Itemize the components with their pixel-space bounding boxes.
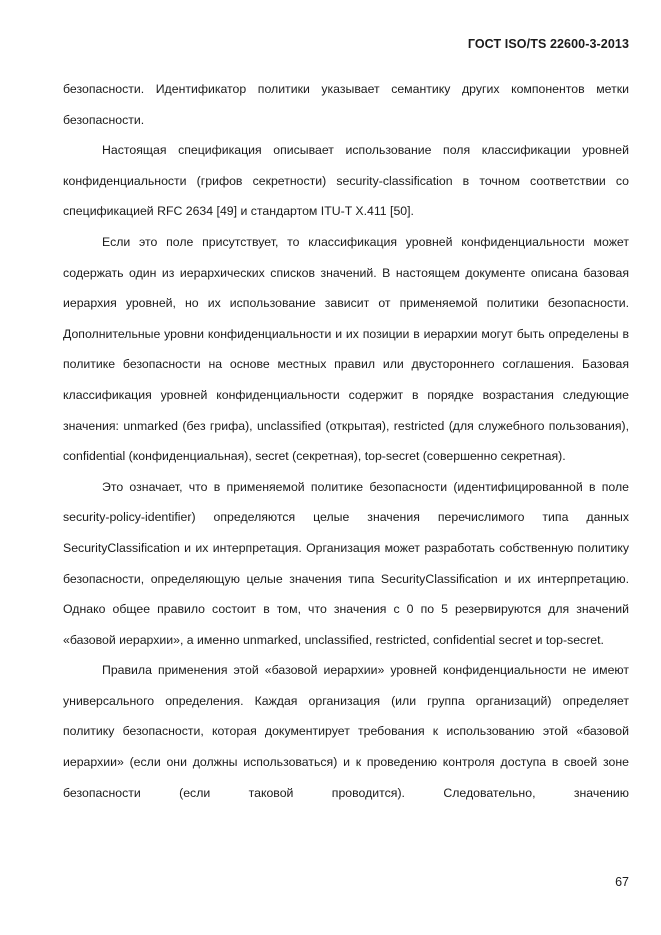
- paragraph-3: Если это поле присутствует, то классификация уровней конфиденциальности может содержать один из иерархических списков значений. В настоящем документе описана базовая иерархия уровней, но их использование зависит от применяемой политики безопасности. Дополнительные уровни конфиденциальности и их позиции в иерархии могут быть определены в политике безопасности на основе местных правил или двустороннего соглашения. Базовая классификация уровней конфиденциальности содержит в порядке возрастания следующие значения: unmarked (без грифа), unclassified (открытая), restricted (для служебного пользования), confidential (конфиденциальная), secret (секретная), top-secret (совершенно секретная).: [63, 234, 629, 464]
- paragraph-1: безопасности. Идентификатор политики указывает семантику других компонентов метки безопасности.: [63, 82, 629, 127]
- paragraph-4: Это означает, что в применяемой политике безопасности (идентифицированной в поле security-policy-identifier) определяются целые значения перечислимого типа данных SecurityClassification и их интерпретация. Организация может разработать собственную политику безопасности, определяющую целые значения типа SecurityClassification и их интерпретацию. Однако общее правило состоит в том, что значения с 0 по 5 резервируются для значений «базовой иерархии», а именно unmarked, unclassified, restricted, confidential secret и top-secret.: [63, 479, 629, 647]
- page-number: 67: [615, 875, 629, 889]
- paragraph-5: Правила применения этой «базовой иерархии» уровней конфиденциальности не имеют универсального определения. Каждая организация (или группа организаций) определяет политику безопасности, которая документирует требования к использованию этой «базовой иерархии» (если они должны использоваться) и к проведению контроля доступа в своей зоне безопасности (если таковой проводится). Следовательно, значению: [63, 663, 629, 800]
- document-code-header: ГОСТ ISO/TS 22600-3-2013: [467, 37, 629, 51]
- paragraph-2: Настоящая спецификация описывает использование поля классификации уровней конфиденциальности (грифов секретности) security-classification в точном соответствии со спецификацией RFC 2634 [49] и стандартом ITU-T X.411 [50].: [63, 143, 629, 219]
- page-body: [63, 74, 629, 808]
